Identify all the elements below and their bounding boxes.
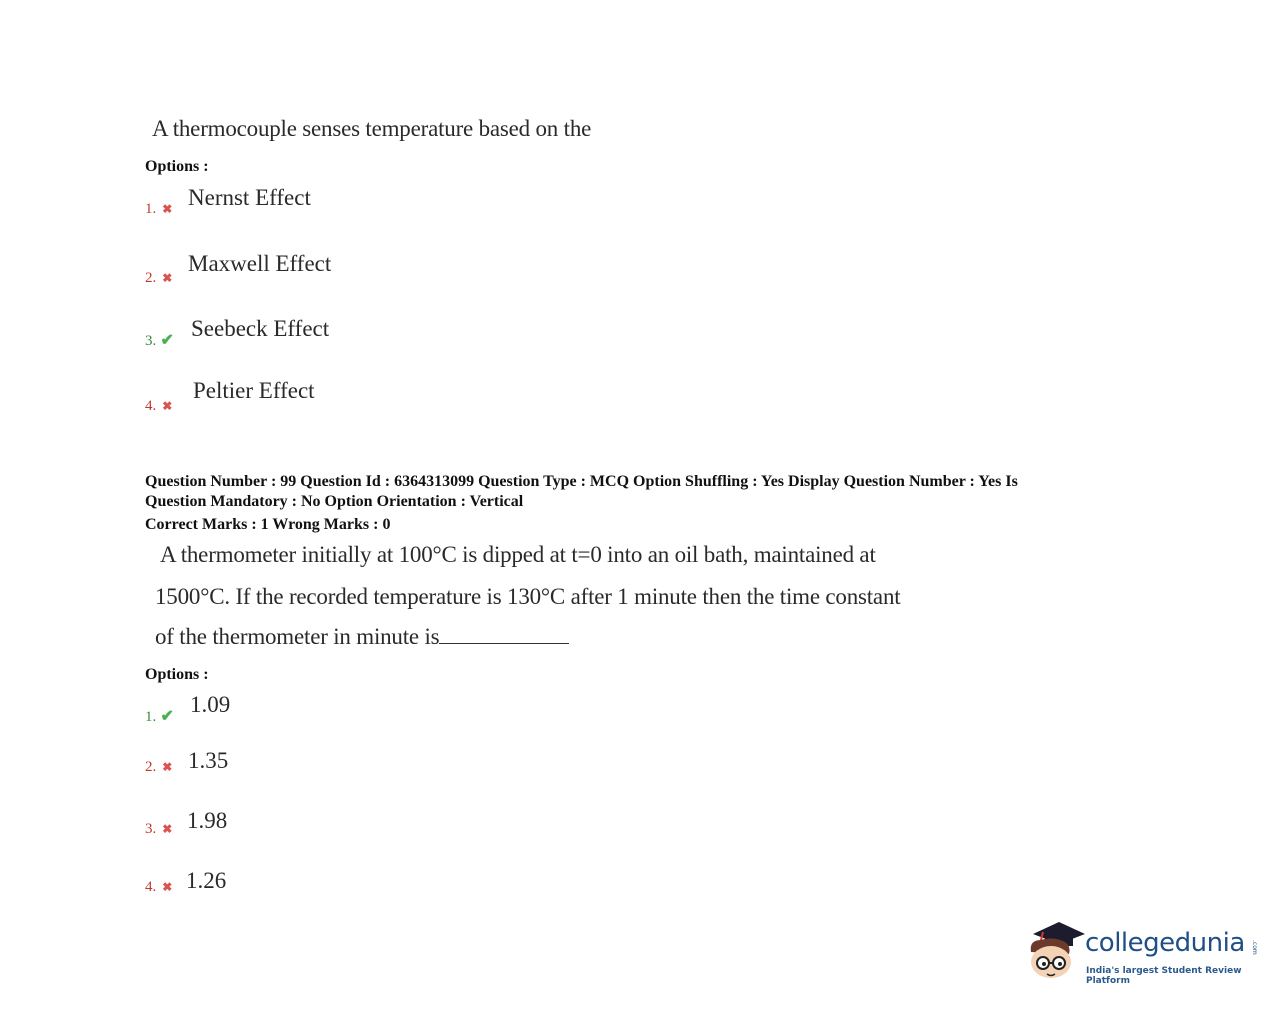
q2-question-line1: A thermometer initially at 100°C is dipped at t=0 into an oil bath, maintained at — [160, 542, 876, 567]
logo-wordmark: collegedunia — [1085, 928, 1245, 958]
option-number: 1. — [145, 201, 157, 217]
q2-option-2 — [145, 758, 174, 776]
q2-option-4 — [145, 878, 174, 896]
option-number: 2. — [145, 759, 157, 775]
q2-question-line3-text: of the thermometer in minute is — [155, 624, 440, 649]
option-number: 4. — [145, 398, 157, 414]
option-number: 3. — [145, 821, 157, 837]
q2-option-3-text: 1.98 — [187, 808, 228, 833]
q2-meta-line1: Question Number : 99 Question Id : 6364313099 Question Type : MCQ Option Shuffling : Yes Display Question Number : Yes Is — [145, 473, 1018, 490]
q1-question-text: A thermocouple senses temperature based on the — [152, 116, 592, 141]
q1-option-3 — [145, 330, 174, 350]
mascot-icon — [1025, 918, 1087, 990]
q2-option-3 — [145, 820, 174, 838]
cross-icon: ✖ — [162, 760, 173, 774]
logo-com: .com — [1251, 940, 1258, 955]
logo-tagline: India's largest Student Review Platform — [1086, 966, 1242, 986]
q2-option-1-text: 1.09 — [190, 692, 231, 717]
collegedunia-logo — [1025, 918, 1265, 990]
answer-blank — [439, 625, 569, 644]
option-number: 4. — [145, 879, 157, 895]
check-icon: ✔ — [160, 708, 174, 725]
cross-icon: ✖ — [162, 271, 173, 285]
check-icon: ✔ — [160, 332, 174, 349]
option-number: 2. — [145, 270, 157, 286]
cross-icon: ✖ — [162, 822, 173, 836]
option-number: 1. — [145, 709, 157, 725]
option-number: 3. — [145, 333, 157, 349]
q2-question-line2: 1500°C. If the recorded temperature is 130°C after 1 minute then the time constant — [155, 584, 901, 609]
q1-options-label: Options : — [145, 158, 209, 175]
q1-option-4 — [145, 397, 174, 415]
q2-option-4-text: 1.26 — [186, 868, 227, 893]
q2-meta-line2: Question Mandatory : No Option Orientation : Vertical — [145, 493, 524, 510]
q1-option-2 — [145, 269, 174, 287]
q1-option-3-text: Seebeck Effect — [191, 316, 330, 341]
q2-option-2-text: 1.35 — [188, 748, 229, 773]
q1-option-2-text: Maxwell Effect — [188, 251, 332, 276]
q1-option-1 — [145, 200, 174, 218]
q1-option-4-text: Peltier Effect — [193, 378, 315, 403]
cross-icon: ✖ — [162, 880, 173, 894]
cross-icon: ✖ — [162, 399, 173, 413]
cross-icon: ✖ — [162, 202, 173, 216]
q1-option-1-text: Nernst Effect — [188, 185, 311, 210]
q2-marks: Correct Marks : 1 Wrong Marks : 0 — [145, 516, 391, 533]
q2-question-line3 — [155, 624, 569, 650]
q2-option-1 — [145, 706, 174, 726]
q2-options-label: Options : — [145, 666, 209, 683]
